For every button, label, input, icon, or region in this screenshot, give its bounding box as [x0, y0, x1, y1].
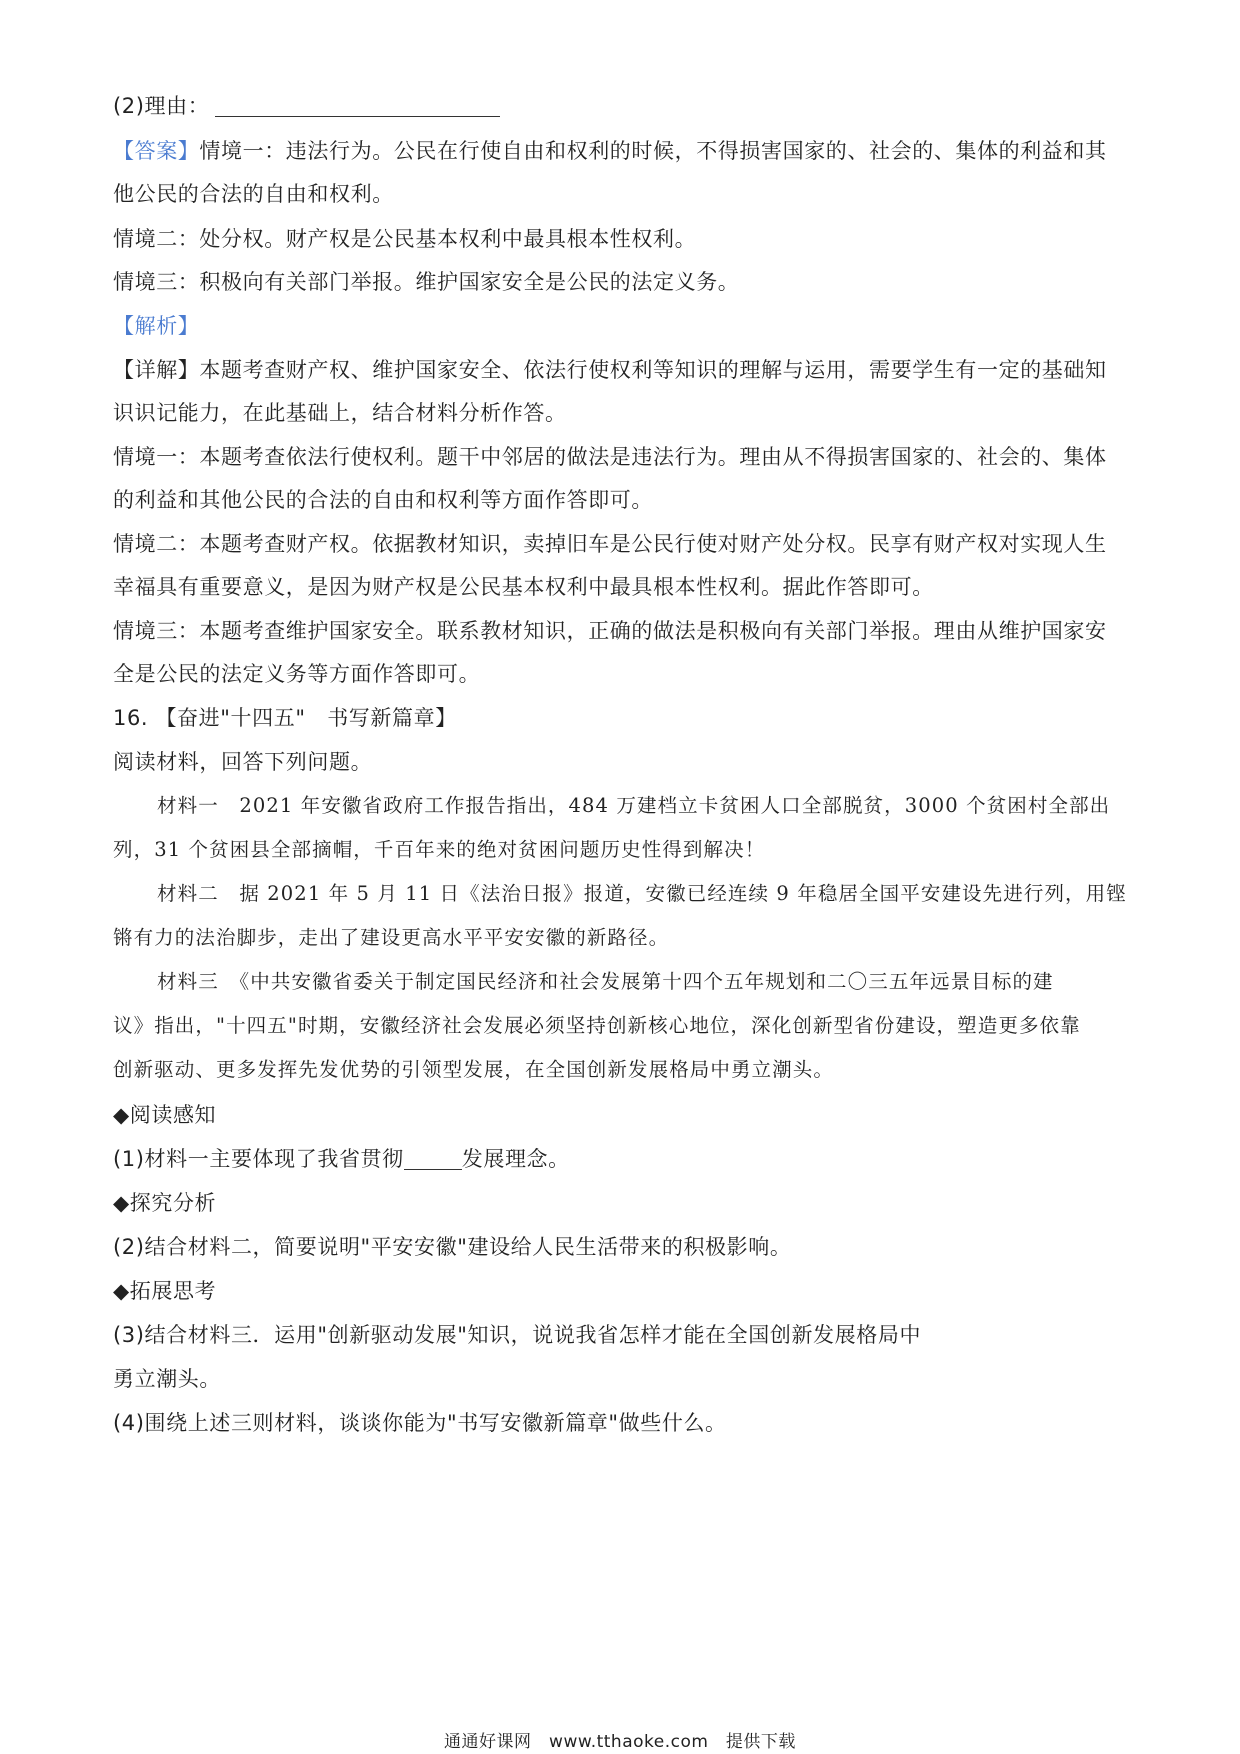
q16-intro: 阅读材料，回答下列问题。: [113, 750, 373, 774]
q16-part-1-text: (1)材料一主要体现了我省贯彻: [113, 1147, 404, 1171]
detail-line-5: 情境二：本题考查财产权。依据教材知识，卖掉旧车是公民行使对财产处分权。民享有财产权对实现人生: [113, 532, 1107, 556]
section-analysis: ◆探究分析: [113, 1191, 217, 1215]
q16-part-1-text-end: 发展理念。: [461, 1147, 570, 1171]
answer-line-4: 情境三：积极向有关部门举报。维护国家安全是公民的法定义务。: [113, 270, 740, 294]
section-extension: ◆拓展思考: [113, 1279, 217, 1303]
reason-line: [113, 92, 500, 120]
q16-part-3-line-1: (3)结合材料三．运用"创新驱动发展"知识，说说我省怎样才能在全国创新发展格局中: [113, 1323, 922, 1347]
answer-line-2: 他公民的合法的自由和权利。: [113, 182, 394, 206]
answer-text-1a: 情境一：违法行为。公民在行使自由和权利的时候，不得损害国家的、社会的、集体的利益和其: [199, 139, 1107, 163]
material-1-line-1: 材料一 2021 年安徽省政府工作报告指出，484 万建档立卡贫困人口全部脱贫，3000 个贫困村全部出: [157, 794, 1111, 817]
reason-blank[interactable]: [215, 96, 500, 117]
detail-line-6: 幸福具有重要意义，是因为财产权是公民基本权利中最具根本性权利。据此作答即可。: [113, 575, 934, 599]
q16-part-4: (4)围绕上述三则材料，谈谈你能为"书写安徽新篇章"做些什么。: [113, 1411, 727, 1435]
detail-line-3: 情境一：本题考查依法行使权利。题干中邻居的做法是违法行为。理由从不得损害国家的、社会的、集体: [113, 445, 1107, 469]
page-footer: 通通好课网 www.tthaoke.com 提供下载: [444, 1732, 796, 1752]
detail-line-7: 情境三：本题考查维护国家安全。联系教材知识，正确的做法是积极向有关部门举报。理由从维护国家安: [113, 619, 1107, 643]
material-2-line-1: 材料二 据 2021 年 5 月 11 日《法治日报》报道，安徽已经连续 9 年稳居全国平安建设先进行列，用铿: [157, 882, 1127, 905]
material-3-line-1: 材料三 《中共安徽省委关于制定国民经济和社会发展第十四个五年规划和二〇三五年远景目标的建: [157, 970, 1054, 993]
material-2-line-2: 锵有力的法治脚步，走出了建设更高水平平安安徽的新路径。: [113, 926, 670, 949]
answer-line-3: 情境二：处分权。财产权是公民基本权利中最具根本性权利。: [113, 227, 697, 251]
material-1-line-2: 列，31 个贫困县全部摘帽，千百年来的绝对贫困问题历史性得到解决！: [113, 838, 766, 861]
q16-part-1: [113, 1145, 570, 1173]
answer-tag: 【答案】: [113, 139, 200, 163]
detail-line-1: 【详解】本题考查财产权、维护国家安全、依法行使权利等知识的理解与运用，需要学生有一定的基础知: [113, 358, 1107, 382]
q16-part-3-line-2: 勇立潮头。: [113, 1367, 221, 1391]
detail-line-8: 全是公民的法定义务等方面作答即可。: [113, 662, 481, 686]
q16-part-2: (2)结合材料二，简要说明"平安安徽"建设给人民生活带来的积极影响。: [113, 1235, 792, 1259]
material-3-line-3: 创新驱动、更多发挥先发优势的引领型发展，在全国创新发展格局中勇立潮头。: [113, 1058, 835, 1081]
material-3-line-2: 议》指出，"十四五"时期，安徽经济社会发展必须坚持创新核心地位，深化创新型省份建设，塑造更多依靠: [113, 1014, 1081, 1037]
answer-line-1: [113, 137, 1107, 165]
reason-label: (2)理由：: [113, 94, 210, 118]
detail-line-2: 识识记能力，在此基础上，结合材料分析作答。: [113, 401, 567, 425]
detail-line-4: 的利益和其他公民的合法的自由和权利等方面作答即可。: [113, 488, 653, 512]
q16-part-1-blank[interactable]: [404, 1149, 462, 1170]
q16-title: 16. 【奋进"十四五" 书写新篇章】: [113, 706, 457, 730]
analysis-tag: 【解析】: [113, 314, 200, 338]
section-reading: ◆阅读感知: [113, 1103, 217, 1127]
